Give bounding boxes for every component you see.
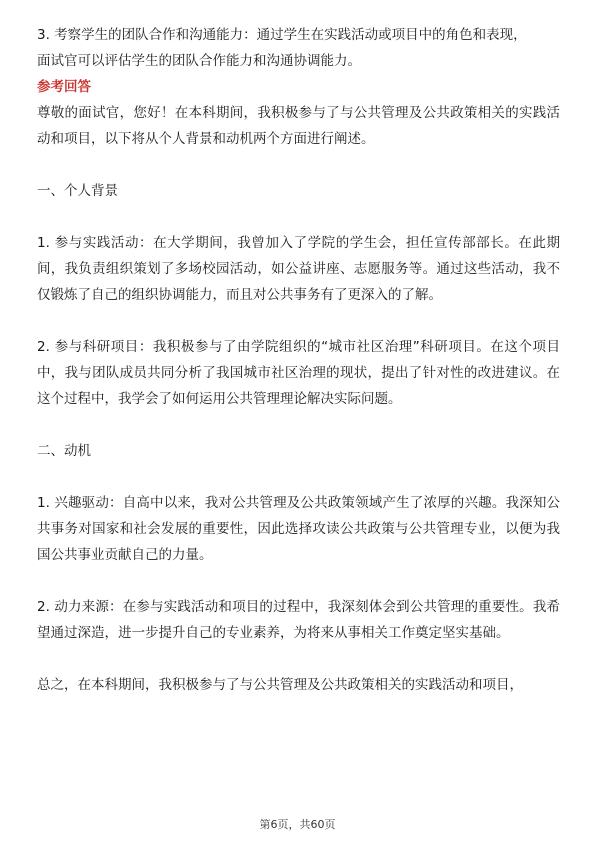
reference-answer-heading: 参考回答: [37, 79, 91, 95]
spacer: [37, 568, 560, 594]
section-2-paragraph-1: 1. 兴趣驱动：自高中以来，我对公共管理及公共政策领域产生了浓厚的兴趣。我深知公共事务对国家和社会发展的重要性，因此选择攻读公共政策与公共管理专业，以便为我国公共事业贡献自己的力量。: [37, 495, 560, 563]
page-content: [37, 22, 560, 698]
section-1-paragraph-2: 2. 参与科研项目：我积极参与了由学院组织的“城市社区治理”科研项目。在这个项目中，我与团队成员共同分析了我国城市社区治理的现状，提出了针对性的改进建议。在这个过程中，我学会了如何运用公共管理理论解决实际问题。: [37, 339, 560, 407]
spacer: [37, 464, 560, 490]
section-2-title: 二、动机: [37, 443, 91, 459]
spacer: [37, 308, 560, 334]
section-2-paragraph-2: 2. 动力来源：在参与实践活动和项目的过程中，我深刻体会到公共管理的重要性。我希望通过深造，进一步提升自己的专业素养，为将来从事相关工作奠定坚实基础。: [37, 599, 560, 641]
spacer: [37, 646, 560, 672]
intro-paragraph: 尊敬的面试官，您好！在本科期间，我积极参与了与公共管理及公共政策相关的实践活动和项目，以下将从个人背景和动机两个方面进行阐述。: [37, 105, 560, 147]
item-3-line-1: 3. 考察学生的团队合作和沟通能力：通过学生在实践活动或项目中的角色和表现，: [37, 27, 527, 43]
spacer: [37, 412, 560, 438]
spacer: [37, 152, 560, 178]
spacer: [37, 204, 560, 230]
item-3-line-2: 面试官可以评估学生的团队合作能力和沟通协调能力。: [37, 53, 361, 69]
page-number-footer: 第6页，共60页: [259, 818, 336, 831]
section-1-paragraph-1: 1. 参与实践活动：在大学期间，我曾加入了学院的学生会，担任宣传部部长。在此期间，我负责组织策划了多场校园活动，如公益讲座、志愿服务等。通过这些活动，我不仅锻炼了自己的组织协调能力，而且对公共事务有了更深入的了解。: [37, 235, 560, 303]
conclusion-paragraph: 总之，在本科期间，我积极参与了与公共管理及公共政策相关的实践活动和项目，: [37, 677, 523, 693]
section-1-title: 一、个人背景: [37, 183, 118, 199]
